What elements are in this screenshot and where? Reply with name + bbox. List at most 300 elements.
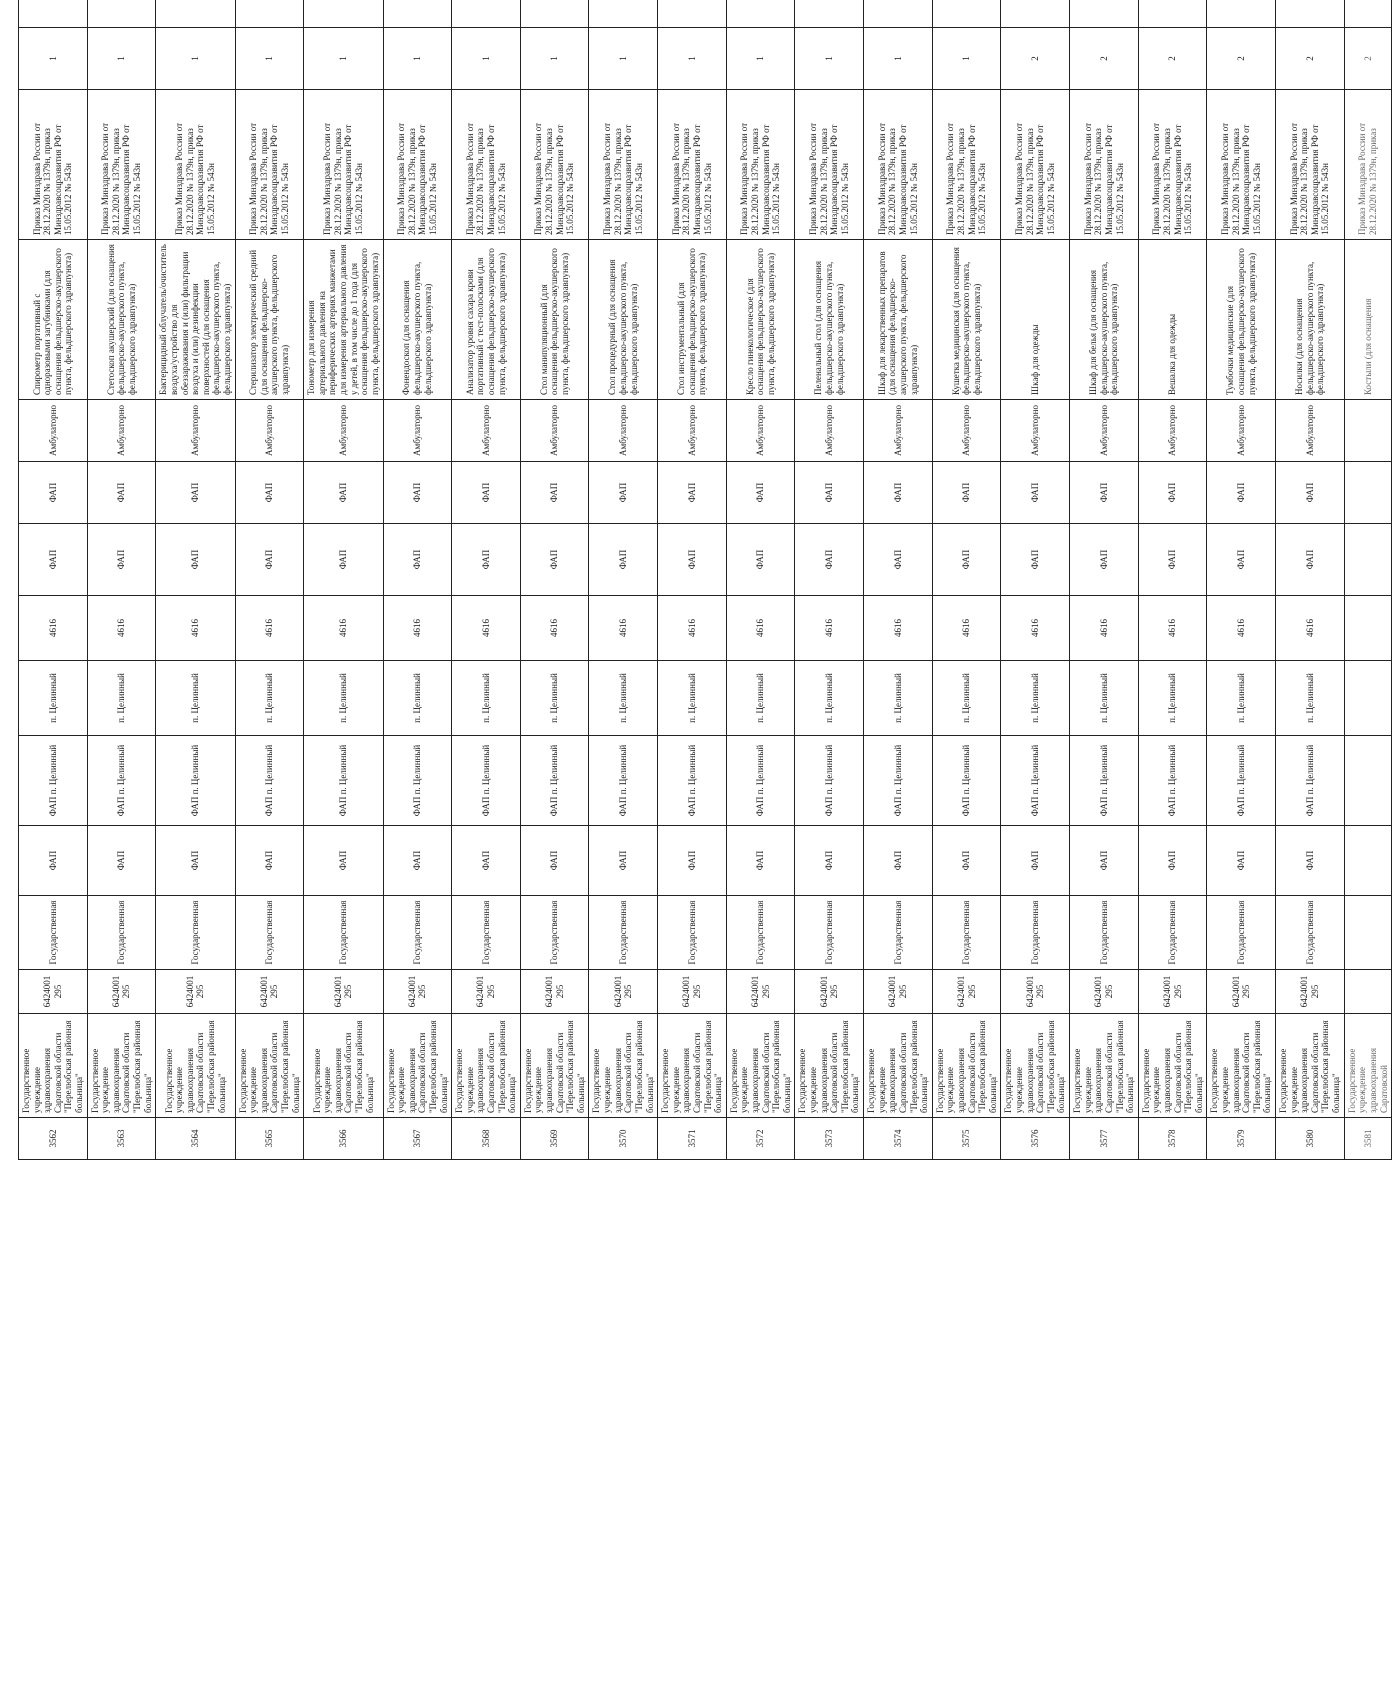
equipment-name: Вешалка для одежды <box>1138 240 1207 400</box>
regulatory-order: Приказ Минздрава России от 28.12.2020 № 1379н, приказ Минздравсоцразвития РФ от 15.05.2012 № 543н <box>1001 90 1070 240</box>
facility-type: ФАП <box>864 826 933 896</box>
row-number: 3569 <box>520 1118 589 1160</box>
delivery-date <box>795 0 864 28</box>
ownership-form: Государственная <box>932 896 1001 970</box>
facility-subkind: ФАП <box>864 462 933 524</box>
organization-name: Государственное учреждение здравоохранения Саратовской области "Перелюбская районная больница" <box>589 1014 658 1118</box>
organization-name: Государственное учреждение здравоохранения Саратовской области "Перелюбская районная больница" <box>304 1014 383 1118</box>
table-row <box>1070 0 1139 1160</box>
care-condition: Амбулаторно <box>658 400 727 462</box>
quantity: 1 <box>304 28 383 90</box>
quantity: 1 <box>795 28 864 90</box>
care-condition: Амбулаторно <box>304 400 383 462</box>
organization-name: Государственное учреждение здравоохранения Саратовской области "Перелюбская районная больница" <box>932 1014 1001 1118</box>
inn-code: 6424001295 <box>235 970 304 1014</box>
ownership-form: Государственная <box>1276 896 1345 970</box>
facility-type: ФАП <box>932 826 1001 896</box>
ownership-form: Государственная <box>235 896 304 970</box>
inn-code: 6424001295 <box>19 970 88 1014</box>
equipment-name: Спирометр портативный с одноразовыми загубниками (для оснащения фельдшерско-акушерского пункта, фельдшерского здравпункта) <box>19 240 88 400</box>
equipment-name: Кресло гинекологическое (для оснащения фельдшерско-акушерского пункта, фельдшерского здравпункта) <box>726 240 795 400</box>
equipment-name: Анализатор уровня сахара крови портативный с тест-полосками (для оснащения фельдшерско-акушерского пункта, фельдшерского здравпункта) <box>452 240 521 400</box>
organization-name: Государственное учреждение здравоохранения Саратовской области "Перелюбская районная больница" <box>1001 1014 1070 1118</box>
equipment-name: Тонометр для измерения артериального давления на периферических артериях манжетами для измерения артериального давления у детей, в том числе до 1 года (для оснащения фельдшерско-акушерского пункта, фельдшерского здравпункта) <box>304 240 383 400</box>
facility-type: ФАП <box>87 826 156 896</box>
facility-subkind: ФАП <box>1138 462 1207 524</box>
facility-kind: ФАП <box>520 524 589 596</box>
row-number: 3578 <box>1138 1118 1207 1160</box>
organization-name: Государственное учреждение здравоохранения Саратовской области "Перелюбская районная больница" <box>87 1014 156 1118</box>
quantity: 2 <box>1070 28 1139 90</box>
ownership-form: Государственная <box>156 896 235 970</box>
facility-kind: ФАП <box>87 524 156 596</box>
row-number: 3570 <box>589 1118 658 1160</box>
row-number: 3576 <box>1001 1118 1070 1160</box>
facility-type: ФАП <box>589 826 658 896</box>
care-condition: Амбулаторно <box>1276 400 1345 462</box>
ownership-form: Государственная <box>19 896 88 970</box>
facility-name: ФАП п. Целинный <box>1207 736 1276 826</box>
equipment-table <box>18 0 1392 1160</box>
facility-type: ФАП <box>19 826 88 896</box>
regulatory-order: Приказ Минздрава России от 28.12.2020 № 1379н, приказ Минздравсоцразвития РФ от 15.05.2012 № 543н <box>795 90 864 240</box>
inn-code: 6424001295 <box>520 970 589 1014</box>
quantity: 1 <box>156 28 235 90</box>
quantity: 1 <box>383 28 452 90</box>
facility-kind: ФАП <box>1001 524 1070 596</box>
delivery-date <box>304 0 383 28</box>
delivery-date <box>87 0 156 28</box>
inn-code: 6424001295 <box>795 970 864 1014</box>
inn-code: 6424001295 <box>304 970 383 1014</box>
table-row <box>932 0 1001 1160</box>
delivery-date <box>932 0 1001 28</box>
settlement-name: п. Целинный <box>304 661 383 736</box>
settlement-name: п. Целинный <box>726 661 795 736</box>
organization-name: Государственное учреждение здравоохранения Саратовской области "Перелюбская районная больница" <box>658 1014 727 1118</box>
facility-subkind: ФАП <box>1276 462 1345 524</box>
facility-kind: ФАП <box>452 524 521 596</box>
equipment-name: Носилки (для оснащения фельдшерско-акушерского пункта, фельдшерского здравпункта) <box>1276 240 1345 400</box>
organization-name: Государственное учреждение здравоохранения Саратовской области "Перелюбская районная больница" <box>452 1014 521 1118</box>
regulatory-order: Приказ Минздрава России от 28.12.2020 № 1379н, приказ Минздравсоцразвития РФ от 15.05.2012 № 543н <box>156 90 235 240</box>
delivery-date <box>1001 0 1070 28</box>
facility-name: ФАП п. Целинный <box>1001 736 1070 826</box>
facility-subkind: ФАП <box>235 462 304 524</box>
row-number: 3567 <box>383 1118 452 1160</box>
organization-name: Государственное учреждение здравоохранения Саратовской области "Перелюбская районная больница" <box>1276 1014 1345 1118</box>
settlement-name: п. Целинный <box>520 661 589 736</box>
row-number: 3579 <box>1207 1118 1276 1160</box>
quantity: 1 <box>520 28 589 90</box>
ownership-form: Государственная <box>1070 896 1139 970</box>
ownership-form: Государственная <box>864 896 933 970</box>
row-number: 3573 <box>795 1118 864 1160</box>
facility-name: ФАП п. Целинный <box>726 736 795 826</box>
facility-code: 4616 <box>726 596 795 661</box>
facility-name: ФАП п. Целинный <box>156 736 235 826</box>
inn-code: 6424001295 <box>658 970 727 1014</box>
organization-name: Государственное учреждение здравоохранения Саратовской области "Перелюбская районная больница" <box>795 1014 864 1118</box>
inn-code: 6424001295 <box>1207 970 1276 1014</box>
regulatory-order: Приказ Минздрава России от 28.12.2020 № 1379н, приказ Минздравсоцразвития РФ от 15.05.2012 № 543н <box>520 90 589 240</box>
table-row <box>658 0 727 1160</box>
facility-code: 4616 <box>1001 596 1070 661</box>
equipment-name: Стол процедурный (для оснащения фельдшерско-акушерского пункта, фельдшерского здравпункта) <box>589 240 658 400</box>
quantity: 1 <box>235 28 304 90</box>
regulatory-order: Приказ Минздрава России от 28.12.2020 № 1379н, приказ Минздравсоцразвития РФ от 15.05.2012 № 543н <box>726 90 795 240</box>
delivery-date <box>1138 0 1207 28</box>
facility-type: ФАП <box>1001 826 1070 896</box>
ownership-form: Государственная <box>795 896 864 970</box>
organization-name: Государственное учреждение здравоохранения Саратовской области "Перелюбская районная больница" <box>1138 1014 1207 1118</box>
settlement-name: п. Целинный <box>383 661 452 736</box>
facility-kind: ФАП <box>726 524 795 596</box>
organization-name: Государственное учреждение здравоохранения Саратовской <box>1344 1014 1391 1118</box>
facility-kind: ФАП <box>589 524 658 596</box>
settlement-name: п. Целинный <box>1276 661 1345 736</box>
inn-code: 6424001295 <box>156 970 235 1014</box>
facility-code: 4616 <box>1207 596 1276 661</box>
quantity: 1 <box>726 28 795 90</box>
organization-name: Государственное учреждение здравоохранения Саратовской области "Перелюбская районная больница" <box>726 1014 795 1118</box>
facility-code: 4616 <box>932 596 1001 661</box>
facility-type: ФАП <box>726 826 795 896</box>
facility-code: 4616 <box>304 596 383 661</box>
equipment-name: Кушетка медицинская (для оснащения фельдшерско-акушерского пункта, фельдшерского здравпункта) <box>932 240 1001 400</box>
organization-name: Государственное учреждение здравоохранения Саратовской области "Перелюбская районная больница" <box>1070 1014 1139 1118</box>
table-row <box>304 0 383 1160</box>
regulatory-order: Приказ Минздрава России от 28.12.2020 № 1379н, приказ Минздравсоцразвития РФ от 15.05.2012 № 543н <box>19 90 88 240</box>
facility-subkind: ФАП <box>520 462 589 524</box>
facility-code: 4616 <box>1138 596 1207 661</box>
facility-code <box>1344 596 1391 661</box>
organization-name: Государственное учреждение здравоохранения Саратовской области "Перелюбская районная больница" <box>520 1014 589 1118</box>
quantity: 2 <box>1001 28 1070 90</box>
facility-name: ФАП п. Целинный <box>87 736 156 826</box>
equipment-name: Фонендоскоп (для оснащения фельдшерско-акушерского пункта, фельдшерского здравпункта) <box>383 240 452 400</box>
table-row <box>1207 0 1276 1160</box>
ownership-form: Государственная <box>383 896 452 970</box>
facility-type: ФАП <box>795 826 864 896</box>
facility-type: ФАП <box>156 826 235 896</box>
facility-name: ФАП п. Целинный <box>1070 736 1139 826</box>
regulatory-order: Приказ Минздрава России от 28.12.2020 № 1379н, приказ Минздравсоцразвития РФ от 15.05.2012 № 543н <box>864 90 933 240</box>
regulatory-order: Приказ Минздрава России от 28.12.2020 № 1379н, приказ Минздравсоцразвития РФ от 15.05.2012 № 543н <box>452 90 521 240</box>
care-condition: Амбулаторно <box>589 400 658 462</box>
ownership-form: Государственная <box>1207 896 1276 970</box>
organization-name: Государственное учреждение здравоохранения Саратовской области "Перелюбская районная больница" <box>383 1014 452 1118</box>
facility-type: ФАП <box>452 826 521 896</box>
ownership-form: Государственная <box>87 896 156 970</box>
table-row <box>520 0 589 1160</box>
facility-code: 4616 <box>658 596 727 661</box>
facility-kind: ФАП <box>304 524 383 596</box>
table-row <box>452 0 521 1160</box>
facility-subkind: ФАП <box>795 462 864 524</box>
equipment-name: Шкаф для лекарственных препаратов (для оснащения фельдшерско-акушерского пункта, фельдшерского здравпункта) <box>864 240 933 400</box>
ownership-form <box>1344 896 1391 970</box>
facility-kind: ФАП <box>156 524 235 596</box>
facility-name: ФАП п. Целинный <box>235 736 304 826</box>
facility-subkind: ФАП <box>156 462 235 524</box>
table-row <box>795 0 864 1160</box>
facility-name: ФАП п. Целинный <box>383 736 452 826</box>
care-condition: Амбулаторно <box>1001 400 1070 462</box>
facility-kind: ФАП <box>795 524 864 596</box>
facility-name: ФАП п. Целинный <box>304 736 383 826</box>
row-number: 3563 <box>87 1118 156 1160</box>
regulatory-order: Приказ Минздрава России от 28.12.2020 № 1379н, приказ <box>1344 90 1391 240</box>
row-number: 3577 <box>1070 1118 1139 1160</box>
settlement-name: п. Целинный <box>452 661 521 736</box>
facility-kind: ФАП <box>658 524 727 596</box>
row-number: 3572 <box>726 1118 795 1160</box>
facility-subkind: ФАП <box>383 462 452 524</box>
care-condition: Амбулаторно <box>1070 400 1139 462</box>
inn-code: 6424001295 <box>1001 970 1070 1014</box>
equipment-name: Пеленальный стол (для оснащения фельдшерско-акушерского пункта, фельдшерского здравпункта) <box>795 240 864 400</box>
quantity: 1 <box>864 28 933 90</box>
facility-subkind: ФАП <box>932 462 1001 524</box>
facility-type: ФАП <box>520 826 589 896</box>
facility-type: ФАП <box>235 826 304 896</box>
settlement-name: п. Целинный <box>589 661 658 736</box>
inn-code: 6424001295 <box>726 970 795 1014</box>
ownership-form: Государственная <box>589 896 658 970</box>
settlement-name: п. Целинный <box>932 661 1001 736</box>
settlement-name: п. Целинный <box>87 661 156 736</box>
ownership-form: Государственная <box>304 896 383 970</box>
table-row <box>383 0 452 1160</box>
settlement-name: п. Целинный <box>19 661 88 736</box>
table-row <box>1344 0 1391 1160</box>
equipment-name: Стетоскоп акушерский (для оснащения фельдшерско-акушерского пункта, фельдшерского здравпункта) <box>87 240 156 400</box>
facility-kind: ФАП <box>864 524 933 596</box>
delivery-date <box>1344 0 1391 28</box>
care-condition: Амбулаторно <box>520 400 589 462</box>
row-number: 3564 <box>156 1118 235 1160</box>
care-condition: Амбулаторно <box>726 400 795 462</box>
quantity: 1 <box>19 28 88 90</box>
row-number: 3581 <box>1344 1118 1391 1160</box>
care-condition: Амбулаторно <box>19 400 88 462</box>
facility-type: ФАП <box>658 826 727 896</box>
facility-type: ФАП <box>1276 826 1345 896</box>
facility-type: ФАП <box>1138 826 1207 896</box>
equipment-name: Тумбочки медицинские (для оснащения фельдшерско-акушерского пункта, фельдшерского здравпункта) <box>1207 240 1276 400</box>
row-number: 3568 <box>452 1118 521 1160</box>
facility-subkind: ФАП <box>19 462 88 524</box>
facility-subkind: ФАП <box>1001 462 1070 524</box>
delivery-date <box>383 0 452 28</box>
table-row <box>235 0 304 1160</box>
facility-kind: ФАП <box>1207 524 1276 596</box>
facility-kind: ФАП <box>1276 524 1345 596</box>
facility-name <box>1344 736 1391 826</box>
equipment-name: Бактерицидный облучатель/очиститель воздуха/устройство для обеззараживания и (или) фильтрации воздуха и (или) дезинфекции поверхностей (для оснащения фельдшерско-акушерского пункта, фельдшерского здравпункта) <box>156 240 235 400</box>
settlement-name: п. Целинный <box>864 661 933 736</box>
facility-subkind: ФАП <box>452 462 521 524</box>
row-number: 3562 <box>19 1118 88 1160</box>
table-row <box>864 0 933 1160</box>
facility-code: 4616 <box>235 596 304 661</box>
quantity: 2 <box>1276 28 1345 90</box>
facility-code: 4616 <box>864 596 933 661</box>
facility-name: ФАП п. Целинный <box>1138 736 1207 826</box>
facility-subkind: ФАП <box>304 462 383 524</box>
quantity: 1 <box>87 28 156 90</box>
regulatory-order: Приказ Минздрава России от 28.12.2020 № 1379н, приказ Минздравсоцразвития РФ от 15.05.2012 № 543н <box>658 90 727 240</box>
care-condition <box>1344 400 1391 462</box>
delivery-date <box>235 0 304 28</box>
facility-kind: ФАП <box>235 524 304 596</box>
settlement-name: п. Целинный <box>156 661 235 736</box>
table-row <box>1138 0 1207 1160</box>
facility-type <box>1344 826 1391 896</box>
facility-name: ФАП п. Целинный <box>452 736 521 826</box>
facility-subkind: ФАП <box>658 462 727 524</box>
settlement-name: п. Целинный <box>795 661 864 736</box>
facility-subkind: ФАП <box>589 462 658 524</box>
facility-name: ФАП п. Целинный <box>19 736 88 826</box>
organization-name: Государственное учреждение здравоохранения Саратовской области "Перелюбская районная больница" <box>864 1014 933 1118</box>
table-row <box>1001 0 1070 1160</box>
delivery-date <box>864 0 933 28</box>
rotated-table-wrapper <box>18 20 1389 1160</box>
equipment-name: Шкаф для белья (для оснащения фельдшерско-акушерского пункта, фельдшерского здравпункта) <box>1070 240 1139 400</box>
delivery-date <box>1276 0 1345 28</box>
facility-subkind: ФАП <box>1070 462 1139 524</box>
quantity: 2 <box>1138 28 1207 90</box>
facility-subkind <box>1344 462 1391 524</box>
facility-kind: ФАП <box>1070 524 1139 596</box>
regulatory-order: Приказ Минздрава России от 28.12.2020 № 1379н, приказ Минздравсоцразвития РФ от 15.05.2012 № 543н <box>589 90 658 240</box>
care-condition: Амбулаторно <box>1138 400 1207 462</box>
delivery-date <box>658 0 727 28</box>
inn-code: 6424001295 <box>87 970 156 1014</box>
organization-name: Государственное учреждение здравоохранения Саратовской области "Перелюбская районная больница" <box>19 1014 88 1118</box>
facility-code: 4616 <box>520 596 589 661</box>
delivery-date <box>156 0 235 28</box>
regulatory-order: Приказ Минздрава России от 28.12.2020 № 1379н, приказ Минздравсоцразвития РФ от 15.05.2012 № 543н <box>932 90 1001 240</box>
facility-subkind: ФАП <box>726 462 795 524</box>
regulatory-order: Приказ Минздрава России от 28.12.2020 № 1379н, приказ Минздравсоцразвития РФ от 15.05.2012 № 543н <box>1070 90 1139 240</box>
quantity: 1 <box>589 28 658 90</box>
table-row <box>156 0 235 1160</box>
inn-code: 6424001295 <box>383 970 452 1014</box>
row-number: 3574 <box>864 1118 933 1160</box>
delivery-date <box>19 0 88 28</box>
table-row <box>726 0 795 1160</box>
facility-name: ФАП п. Целинный <box>589 736 658 826</box>
row-number: 3571 <box>658 1118 727 1160</box>
regulatory-order: Приказ Минздрава России от 28.12.2020 № 1379н, приказ Минздравсоцразвития РФ от 15.05.2012 № 543н <box>87 90 156 240</box>
facility-kind: ФАП <box>932 524 1001 596</box>
delivery-date <box>452 0 521 28</box>
row-number: 3566 <box>304 1118 383 1160</box>
settlement-name: п. Целинный <box>1001 661 1070 736</box>
regulatory-order: Приказ Минздрава России от 28.12.2020 № 1379н, приказ Минздравсоцразвития РФ от 15.05.2012 № 543н <box>1276 90 1345 240</box>
settlement-name: п. Целинный <box>1207 661 1276 736</box>
facility-name: ФАП п. Целинный <box>795 736 864 826</box>
facility-subkind: ФАП <box>1207 462 1276 524</box>
facility-name: ФАП п. Целинный <box>1276 736 1345 826</box>
facility-name: ФАП п. Целинный <box>932 736 1001 826</box>
delivery-date <box>589 0 658 28</box>
ownership-form: Государственная <box>726 896 795 970</box>
inn-code: 6424001295 <box>932 970 1001 1014</box>
care-condition: Амбулаторно <box>156 400 235 462</box>
equipment-name: Стол манипуляционный (для оснащения фельдшерско-акушерского пункта, фельдшерского здравпункта) <box>520 240 589 400</box>
ownership-form: Государственная <box>658 896 727 970</box>
quantity: 1 <box>452 28 521 90</box>
regulatory-order: Приказ Минздрава России от 28.12.2020 № 1379н, приказ Минздравсоцразвития РФ от 15.05.2012 № 543н <box>383 90 452 240</box>
table-row <box>589 0 658 1160</box>
facility-code: 4616 <box>383 596 452 661</box>
equipment-name: Стол инструментальный (для оснащения фельдшерско-акушерского пункта, фельдшерского здравпункта) <box>658 240 727 400</box>
quantity: 2 <box>1207 28 1276 90</box>
quantity: 1 <box>658 28 727 90</box>
facility-code: 4616 <box>1276 596 1345 661</box>
facility-code: 4616 <box>795 596 864 661</box>
facility-name: ФАП п. Целинный <box>658 736 727 826</box>
row-number: 3575 <box>932 1118 1001 1160</box>
ownership-form: Государственная <box>520 896 589 970</box>
ownership-form: Государственная <box>1001 896 1070 970</box>
settlement-name <box>1344 661 1391 736</box>
inn-code: 6424001295 <box>452 970 521 1014</box>
inn-code: 6424001295 <box>589 970 658 1014</box>
inn-code <box>1344 970 1391 1014</box>
inn-code: 6424001295 <box>864 970 933 1014</box>
organization-name: Государственное учреждение здравоохранения Саратовской области "Перелюбская районная больница" <box>235 1014 304 1118</box>
row-number: 3565 <box>235 1118 304 1160</box>
facility-code: 4616 <box>19 596 88 661</box>
regulatory-order: Приказ Минздрава России от 28.12.2020 № 1379н, приказ Минздравсоцразвития РФ от 15.05.2012 № 543н <box>1207 90 1276 240</box>
organization-name: Государственное учреждение здравоохранения Саратовской области "Перелюбская районная больница" <box>1207 1014 1276 1118</box>
row-number: 3580 <box>1276 1118 1345 1160</box>
facility-code: 4616 <box>589 596 658 661</box>
facility-subkind: ФАП <box>87 462 156 524</box>
ownership-form: Государственная <box>1138 896 1207 970</box>
facility-kind: ФАП <box>19 524 88 596</box>
facility-kind: ФАП <box>1138 524 1207 596</box>
facility-code: 4616 <box>1070 596 1139 661</box>
settlement-name: п. Целинный <box>1070 661 1139 736</box>
facility-code: 4616 <box>156 596 235 661</box>
care-condition: Амбулаторно <box>235 400 304 462</box>
care-condition: Амбулаторно <box>383 400 452 462</box>
facility-type: ФАП <box>1070 826 1139 896</box>
settlement-name: п. Целинный <box>1138 661 1207 736</box>
regulatory-order: Приказ Минздрава России от 28.12.2020 № 1379н, приказ Минздравсоцразвития РФ от 15.05.2012 № 543н <box>304 90 383 240</box>
table-row <box>1276 0 1345 1160</box>
facility-code: 4616 <box>452 596 521 661</box>
organization-name: Государственное учреждение здравоохранения Саратовской области "Перелюбская районная больница" <box>156 1014 235 1118</box>
facility-kind <box>1344 524 1391 596</box>
delivery-date <box>520 0 589 28</box>
care-condition: Амбулаторно <box>864 400 933 462</box>
care-condition: Амбулаторно <box>87 400 156 462</box>
care-condition: Амбулаторно <box>795 400 864 462</box>
facility-name: ФАП п. Целинный <box>864 736 933 826</box>
ownership-form: Государственная <box>452 896 521 970</box>
equipment-name: Костыли (для оснащения <box>1344 240 1391 400</box>
settlement-name: п. Целинный <box>658 661 727 736</box>
inn-code: 6424001295 <box>1138 970 1207 1014</box>
facility-type: ФАП <box>383 826 452 896</box>
